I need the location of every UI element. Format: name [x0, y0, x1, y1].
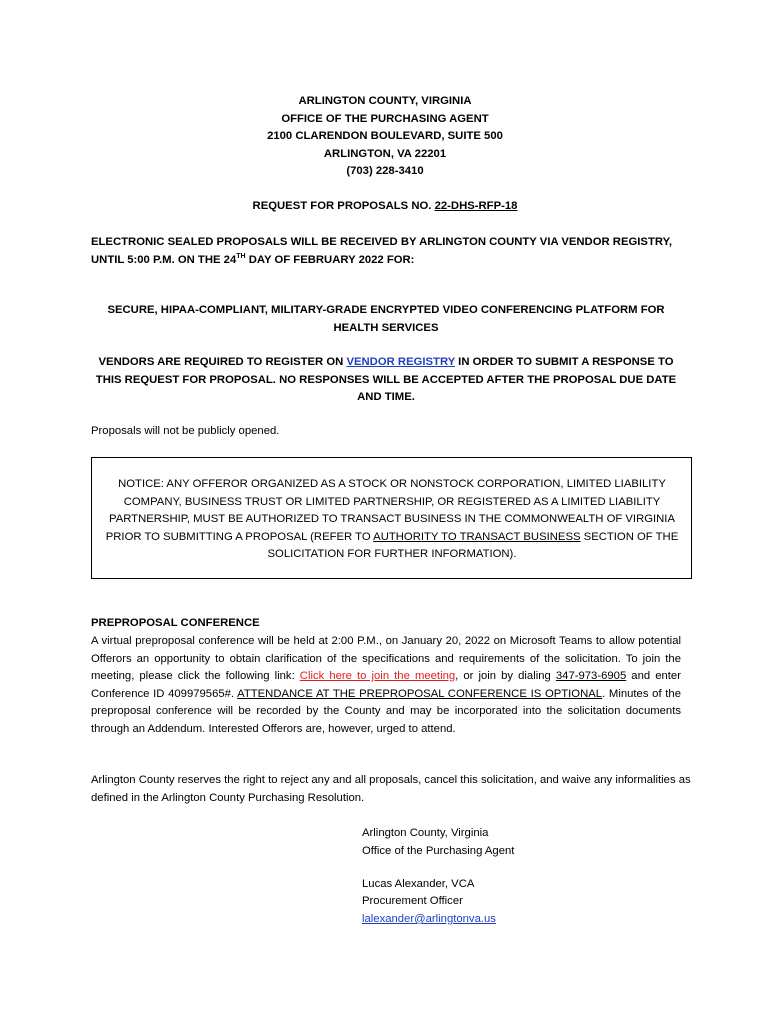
vendor-registry-link[interactable]: VENDOR REGISTRY [346, 356, 456, 368]
notice-text-a: NOTICE: ANY OFFEROR ORGANIZED AS A STOCK OR NONSTOCK CORPORATION, LIMITED LIABILITY COMPANY, BUSINESS TRUST OR LIMITED PARTNERSHIP, OR REGISTERED AS A LIMITED LIABILITY PARTNERSHIP, MUST BE AUTHORIZED TO TRANSACT BUSINESS IN THE COMMONWEALTH OF VIRGINIA PRIOR TO SUBMITTING A PROPOSAL (REFER TO [105, 478, 675, 543]
preproposal-heading: PREPROPOSAL CONFERENCE [91, 617, 260, 629]
phone-number: (703) 228-3410 [346, 165, 424, 177]
signature-office: Office of the Purchasing Agent [362, 845, 515, 857]
county-name: ARLINGTON COUNTY, VIRGINIA [298, 95, 472, 107]
pre-text-d: . Minutes of the preproposal conference will be recorded by the County and may be incorporated into the solicitation documents through an Addendum. Interested Offerors are, however, urged to attend. [91, 687, 681, 735]
signature-org: Arlington County, Virginia [362, 827, 489, 839]
notice-text [102, 476, 682, 564]
due-text-a: ELECTRONIC SEALED PROPOSALS WILL BE RECEIVED BY ARLINGTON COUNTY VIA VENDOR REGISTRY, UNTIL 5:00 P.M. ON THE 24 [91, 236, 673, 266]
office-name: OFFICE OF THE PURCHASING AGENT [281, 112, 489, 125]
attendance-optional-note: ATTENDANCE AT THE PREPROPOSAL CONFERENCE IS OPTIONAL [237, 687, 603, 700]
dial-in-number: 347-973-6905 [555, 670, 627, 682]
solicitation-title: SECURE, HIPAA-COMPLIANT, MILITARY-GRADE ENCRYPTED VIDEO CONFERENCING PLATFORM FOR HEALTH SERVICES [107, 304, 665, 334]
signature-role: Procurement Officer [362, 895, 463, 907]
street-address: 2100 CLARENDON BOULEVARD, SUITE 500 [267, 130, 503, 142]
due-superscript: TH [236, 252, 246, 260]
vendors-text-a: VENDORS ARE REQUIRED TO REGISTER ON [98, 356, 347, 368]
authority-reference: AUTHORITY TO TRANSACT BUSINESS [373, 530, 581, 543]
join-meeting-link[interactable]: Click here to join the meeting [299, 670, 456, 682]
due-date-statement [91, 234, 681, 269]
vendors-text-b: IN ORDER TO SUBMIT A RESPONSE TO THIS REQUEST FOR PROPOSAL. NO RESPONSES WILL BE ACCEPTED AFTER THE PROPOSAL DUE DATE AND TIME. [95, 356, 677, 403]
rfp-number: 22-DHS-RFP-18 [434, 200, 518, 212]
pre-text-c: and enter Conference ID 409979565#. [91, 670, 681, 700]
rfp-number-line [0, 198, 770, 216]
preproposal-body [91, 633, 681, 738]
signature-name: Lucas Alexander, VCA [362, 878, 475, 890]
signature-email-link[interactable]: lalexander@arlingtonva.us [362, 913, 496, 925]
letterhead [0, 93, 770, 181]
pre-text-b: , or join by dialing [455, 670, 556, 682]
opening-statement: Proposals will not be publicly opened. [91, 425, 280, 437]
rfp-prefix: REQUEST FOR PROPOSALS NO. [252, 200, 435, 212]
notice-box [91, 457, 692, 579]
due-text-b: DAY OF FEBRUARY 2022 FOR: [245, 253, 415, 266]
rights-reserved-statement: Arlington County reserves the right to reject any and all proposals, cancel this solicitation, and waive any informalities as defined in the Arlington County Purchasing Resolution. [91, 774, 691, 804]
vendor-registration-notice [91, 354, 681, 407]
notice-text-b: SECTION OF THE SOLICITATION FOR FURTHER INFORMATION). [267, 530, 679, 560]
city-state-zip: ARLINGTON, VA 22201 [323, 147, 447, 160]
pre-text-a: A virtual preproposal conference will be held at 2:00 P.M., on January 20, 2022 on Microsoft Teams to allow potential Offerors an opportunity to obtain clarification of the specifications and requirements of the solicitation. To join the meeting, please click the following link: [91, 635, 681, 682]
